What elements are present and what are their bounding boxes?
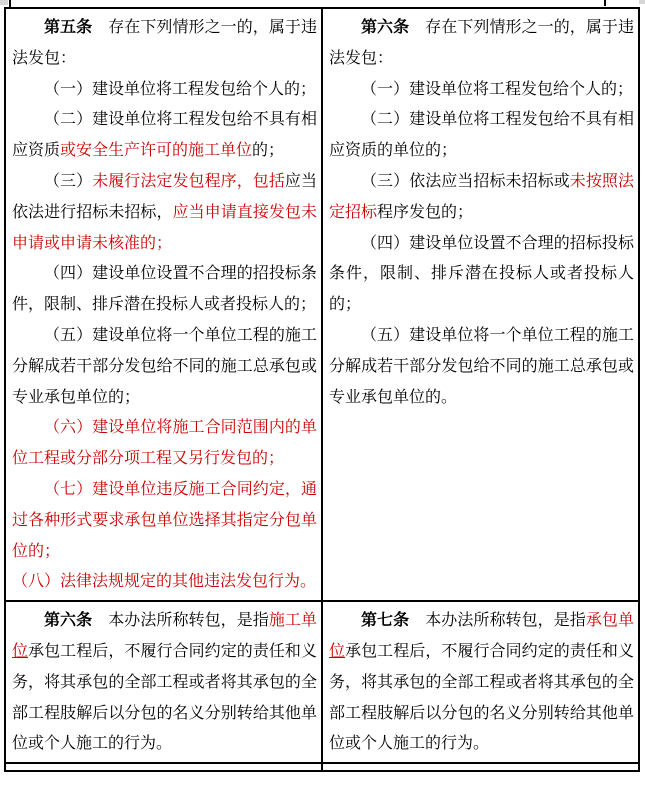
text-run: 本办法所称转包，是指 <box>409 612 586 630</box>
text-run: （二）建设单位将工程发包给不具有相应资质 <box>12 111 317 160</box>
text-run: （四）建设单位设置不合理的招标投标条件，限制、排斥潜在投标人或者投标人的； <box>329 234 634 314</box>
paragraph <box>12 13 317 75</box>
paragraph <box>12 259 317 321</box>
table-cell-r1c2 <box>323 9 640 602</box>
text-run: 第六条 <box>44 612 93 630</box>
table-cell-r3c1 <box>6 764 323 772</box>
table-cell-r2c2 <box>323 602 640 764</box>
table-cell-r2c1 <box>6 602 323 764</box>
text-run: 第五条 <box>44 19 93 36</box>
paragraph <box>12 167 317 259</box>
top-right-corner-fragment <box>639 0 645 4</box>
text-run: 承包工程后，不履行合同约定的责任和义务，将其承包的全部工程或者将其承包的全部工程肢解后以分包的名义分别转给其他单位或个人施工的行为。 <box>12 642 317 753</box>
top-left-corner-fragment <box>0 0 8 5</box>
text-run: （一）建设单位将工程发包给个人的； <box>44 80 317 98</box>
paragraph <box>12 606 317 760</box>
inserted-text-run: 承包单 <box>585 612 634 630</box>
text-run: （五）建设单位将一个单位工程的施工分解成若干部分发包给不同的施工总承包或专业承包单位的。 <box>329 326 634 406</box>
inserted-text-run: 位 <box>12 642 29 660</box>
inserted-text-run: 位 <box>329 642 346 660</box>
inserted-text-run: 施工单 <box>268 612 317 630</box>
paragraph <box>329 105 634 167</box>
paragraph <box>12 475 317 567</box>
inserted-text-run: 未履行法定发包程序，包括 <box>92 172 285 190</box>
inserted-text-run: 未按照法定招标 <box>329 172 634 221</box>
inserted-text-run: （八）法律法规规定的其他违法发包行为。 <box>12 573 317 591</box>
table-cell-r1c1 <box>6 9 323 602</box>
comparison-table <box>4 7 640 772</box>
paragraph <box>329 13 634 75</box>
text-run: （三）依法应当招标未招标或 <box>361 172 570 190</box>
text-run: 第七条 <box>361 612 410 630</box>
paragraph <box>329 75 634 106</box>
paragraph <box>12 105 317 167</box>
text-run: 存在下列情形之一的，属于违法发包： <box>329 19 634 67</box>
top-edge-strip <box>0 0 645 7</box>
paragraph <box>329 167 634 229</box>
cutoff-border-stub-right <box>604 0 606 6</box>
paragraph <box>12 75 317 106</box>
text-run: （四）建设单位设置不合理的招投标条件，限制、排斥潜在投标人或者投标人的； <box>12 265 317 314</box>
text-run: 本办法所称转包，是指 <box>92 612 269 630</box>
inserted-text-run: （七）建设单位违反施工合同约定，通过各种形式要求承包单位选择其指定分包单位的； <box>12 480 317 560</box>
text-run: 第六条 <box>361 19 410 36</box>
paragraph <box>12 413 317 475</box>
cutoff-border-stub-left <box>9 0 11 7</box>
inserted-text-run: （六）建设单位将施工合同范围内的单位工程或分部分项工程又另行发包的； <box>12 419 317 468</box>
inserted-text-run: 应当申请直接发包未申请或申请未核准的； <box>12 203 317 252</box>
paragraph <box>329 229 634 321</box>
text-run: 存在下列情形之一的，属于违法发包： <box>12 19 317 67</box>
text-run: （二）建设单位将工程发包给不具有相应资质的单位的； <box>329 111 634 160</box>
paragraph <box>12 567 317 598</box>
inserted-text-run: 或安全生产许可的施工单位 <box>60 142 253 160</box>
text-run: 应当依法进行招标未招标， <box>12 172 317 221</box>
text-run: 的； <box>252 142 285 160</box>
text-run: （五）建设单位将一个单位工程的施工分解成若干部分发包给不同的施工总承包或专业承包单位的； <box>12 326 317 406</box>
paragraph <box>329 606 634 760</box>
text-run: 承包工程后，不履行合同约定的责任和义务，将其承包的全部工程或者将其承包的全部工程肢解后以分包的名义分别转给其他单位或个人施工的行为。 <box>329 642 634 753</box>
table-cell-r3c2 <box>323 764 640 772</box>
text-run: 程序发包的； <box>377 203 474 221</box>
text-run: （三） <box>44 172 93 190</box>
paragraph <box>12 321 317 413</box>
paragraph <box>329 321 634 413</box>
text-run: （一）建设单位将工程发包给个人的； <box>361 80 634 98</box>
